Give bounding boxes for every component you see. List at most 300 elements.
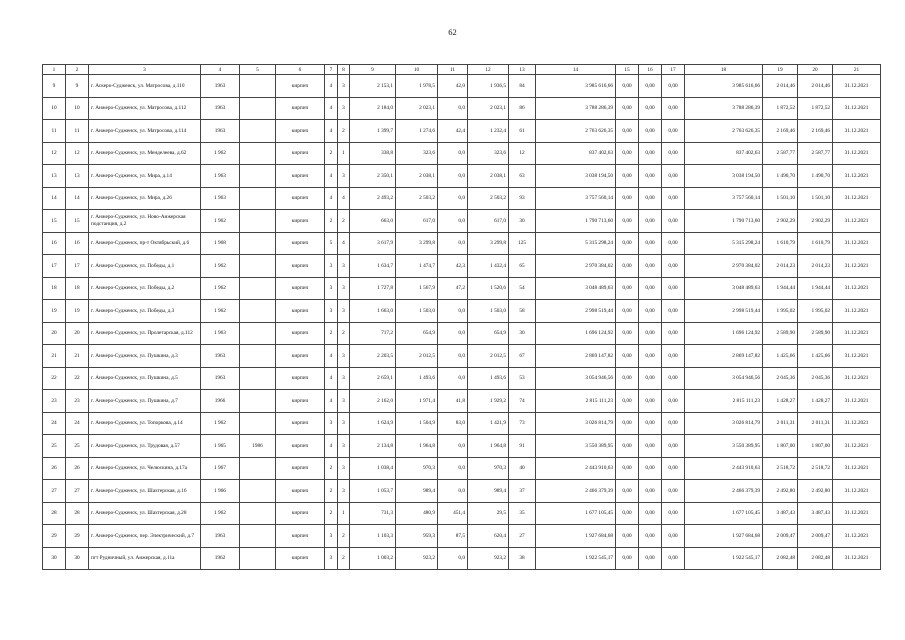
table-cell: 1962 — [201, 547, 240, 570]
table-cell: 3 — [338, 165, 350, 188]
table-cell: 0,00 — [616, 457, 639, 480]
table-cell: 0,00 — [639, 277, 662, 300]
table-cell: 2 970 384,02 — [536, 255, 616, 278]
table-cell: 2 493,2 — [350, 187, 396, 210]
table-cell: 12 — [43, 142, 66, 165]
table-cell: кирпич — [276, 255, 325, 278]
column-number: 8 — [338, 65, 350, 75]
table-cell: 837 402,63 — [685, 142, 763, 165]
table-cell: 480,9 — [396, 502, 438, 525]
table-cell: 2 587,77 — [798, 142, 833, 165]
table-cell: 4 — [325, 120, 338, 143]
address-cell: г. Анжеро-Судженск, ул. Мира, д.26 — [89, 187, 201, 210]
table-cell: 1 490,70 — [798, 165, 833, 188]
table-cell: 1 493,6 — [468, 367, 509, 390]
table-cell: 2 082,48 — [798, 547, 833, 570]
table-cell: 3 — [325, 255, 338, 278]
table-cell: 1 624,9 — [350, 412, 396, 435]
table-row — [43, 547, 881, 570]
column-number: 12 — [468, 65, 509, 75]
table-cell: 2 998 519,44 — [685, 300, 763, 323]
table-cell: 2 443 910,63 — [536, 457, 616, 480]
table-cell: 2 184,0 — [350, 97, 396, 120]
table-cell: 1 501,10 — [763, 187, 798, 210]
table-cell: 1 610,79 — [763, 232, 798, 255]
table-cell: 0,00 — [639, 480, 662, 503]
table-cell: 3 788 286,39 — [685, 97, 763, 120]
table-cell: 1 872,52 — [763, 97, 798, 120]
table-cell: 3 550 389,95 — [685, 435, 763, 458]
table-cell: 0,00 — [616, 525, 639, 548]
table-cell: 0,0 — [438, 187, 468, 210]
table-cell: 2 011,31 — [763, 412, 798, 435]
table-cell: 3 — [338, 435, 350, 458]
column-number: 7 — [325, 65, 338, 75]
table-cell: 27 — [66, 480, 89, 503]
table-cell: 338,8 — [350, 142, 396, 165]
address-cell: г. Анжеро-Судженск, ул. Ново-Анжерская подстанция, д.2 — [89, 210, 201, 233]
table-cell: 0,00 — [616, 322, 639, 345]
table-cell: 959,3 — [396, 525, 438, 548]
table-cell: 29,5 — [468, 502, 509, 525]
table-cell: 0,00 — [616, 435, 639, 458]
table-cell: 3 299,8 — [396, 232, 438, 255]
column-number: 10 — [396, 65, 438, 75]
address-cell: г. Анжеро-Судженск, ул. Шахтерская, д.28 — [89, 502, 201, 525]
address-cell: пгт Рудничный, ул. Анжерская, д.11а — [89, 547, 201, 570]
table-cell: 1 399,7 — [350, 120, 396, 143]
table-cell: 2 162,0 — [350, 390, 396, 413]
table-cell — [240, 165, 276, 188]
table-cell: 1 962 — [201, 210, 240, 233]
column-number: 13 — [509, 65, 536, 75]
table-cell: 1963 — [201, 120, 240, 143]
table-cell: 93 — [509, 187, 536, 210]
table-cell: 2 — [338, 210, 350, 233]
table-cell: кирпич — [276, 120, 325, 143]
table-cell: 1 503,0 — [468, 300, 509, 323]
table-cell: 2 038,1 — [468, 165, 509, 188]
table-cell: 1 696 124,92 — [685, 322, 763, 345]
table-cell: 2 — [325, 322, 338, 345]
table-cell: 0,00 — [662, 277, 685, 300]
table-cell: 0,0 — [438, 457, 468, 480]
table-cell: 23 — [66, 390, 89, 413]
table-cell: 25 — [43, 435, 66, 458]
table-cell: 1 965 — [201, 435, 240, 458]
table-cell: 1 995,02 — [798, 300, 833, 323]
table-cell — [240, 457, 276, 480]
table-cell: 1 962 — [201, 300, 240, 323]
column-number: 15 — [616, 65, 639, 75]
table-row — [43, 187, 881, 210]
table-cell: 3 048 489,63 — [685, 277, 763, 300]
table-cell: 1 995,02 — [763, 300, 798, 323]
table-cell — [240, 322, 276, 345]
table-cell: 29 — [43, 525, 66, 548]
table-row — [43, 322, 881, 345]
table-cell: 1 003,2 — [350, 547, 396, 570]
column-number: 20 — [798, 65, 833, 75]
table-cell: 2 589,90 — [798, 322, 833, 345]
table-cell: 73 — [509, 412, 536, 435]
column-number: 11 — [438, 65, 468, 75]
table-cell: 31.12.2021 — [833, 165, 881, 188]
table-cell: кирпич — [276, 142, 325, 165]
table-cell: 1 038,4 — [350, 457, 396, 480]
table-cell: 2 014,46 — [763, 75, 798, 98]
table-cell: 21 — [43, 345, 66, 368]
table-cell: 3 487,43 — [798, 502, 833, 525]
table-cell: 28 — [43, 502, 66, 525]
table-cell: кирпич — [276, 345, 325, 368]
table-cell: 15 — [66, 210, 89, 233]
address-cell: г. Анжеро-Судженск, ул. Пролетарская, д.112 — [89, 322, 201, 345]
table-cell: кирпич — [276, 210, 325, 233]
table-cell: 1 967 — [201, 457, 240, 480]
table-cell: 2 014,46 — [798, 75, 833, 98]
table-cell: 2 763 626,35 — [685, 120, 763, 143]
table-cell: 1 922 545,17 — [536, 547, 616, 570]
table-cell: 2 045,36 — [763, 367, 798, 390]
table-cell: 3 550 389,95 — [536, 435, 616, 458]
table-cell: 451,4 — [438, 502, 468, 525]
table-cell: 5 315 298,24 — [685, 232, 763, 255]
column-number: 6 — [276, 65, 325, 75]
table-cell: 1 103,3 — [350, 525, 396, 548]
table-cell: 1 610,79 — [798, 232, 833, 255]
table-cell: 1 790 713,60 — [536, 210, 616, 233]
table-cell: 4 — [325, 75, 338, 98]
table-cell: 1 962 — [201, 142, 240, 165]
table-row — [43, 75, 881, 98]
column-number: 9 — [350, 65, 396, 75]
table-cell: 24 — [43, 412, 66, 435]
table-cell: 2 — [325, 480, 338, 503]
table-cell — [240, 367, 276, 390]
table-cell: 0,0 — [438, 480, 468, 503]
table-cell: 2 169,46 — [798, 120, 833, 143]
table-cell: 0,00 — [662, 367, 685, 390]
table-cell: 0,00 — [616, 165, 639, 188]
table-cell — [240, 210, 276, 233]
table-cell: 3 757 560,14 — [536, 187, 616, 210]
table-cell: 0,00 — [616, 97, 639, 120]
housing-register-table — [42, 64, 881, 570]
table-cell: кирпич — [276, 412, 325, 435]
table-cell: 91 — [509, 435, 536, 458]
table-cell: кирпич — [276, 232, 325, 255]
table-cell: 923,2 — [396, 547, 438, 570]
table-row — [43, 232, 881, 255]
table-cell: 1 968 — [201, 232, 240, 255]
table-cell: 3 617,9 — [350, 232, 396, 255]
table-cell: 0,00 — [662, 345, 685, 368]
table-cell: 15 — [43, 210, 66, 233]
table-cell: 4 — [325, 390, 338, 413]
table-cell: 0,00 — [662, 547, 685, 570]
table-cell: 3 — [338, 300, 350, 323]
table-cell: 27 — [43, 480, 66, 503]
table-cell: 0,00 — [616, 412, 639, 435]
column-number: 14 — [536, 65, 616, 75]
page-number: 62 — [448, 27, 457, 37]
table-cell: 26 — [66, 457, 89, 480]
table-cell: 1 501,10 — [798, 187, 833, 210]
table-cell: 0,0 — [438, 435, 468, 458]
table-cell: 0,0 — [438, 97, 468, 120]
table-cell — [240, 502, 276, 525]
table-cell: 41,8 — [438, 390, 468, 413]
table-cell: 323,6 — [468, 142, 509, 165]
table-cell: 30 — [43, 547, 66, 570]
address-cell: г. Анжеро-Судженск, пер. Электрический, д.7 — [89, 525, 201, 548]
table-cell: 37 — [509, 480, 536, 503]
table-cell: 0,0 — [438, 547, 468, 570]
table-cell: 1 962 — [201, 502, 240, 525]
table-cell: 2 503,2 — [396, 187, 438, 210]
table-cell: 3 985 616,66 — [685, 75, 763, 98]
table-cell: 0,00 — [662, 480, 685, 503]
table-cell: кирпич — [276, 390, 325, 413]
table-cell — [240, 345, 276, 368]
table-cell: 31.12.2021 — [833, 255, 881, 278]
table-cell: 0,00 — [662, 210, 685, 233]
table-cell: 1 425,66 — [763, 345, 798, 368]
table-cell: 0,00 — [639, 367, 662, 390]
table-row — [43, 210, 881, 233]
table-cell: 1 520,6 — [468, 277, 509, 300]
table-cell: 16 — [43, 232, 66, 255]
table-cell: 1 567,9 — [396, 277, 438, 300]
table-cell: 31.12.2021 — [833, 142, 881, 165]
table-cell: 1 432,4 — [468, 255, 509, 278]
table-cell: 0,00 — [616, 345, 639, 368]
table-cell — [240, 277, 276, 300]
table-cell: 1 425,66 — [798, 345, 833, 368]
table-cell: 31.12.2021 — [833, 480, 881, 503]
table-cell: кирпич — [276, 187, 325, 210]
table-row — [43, 457, 881, 480]
table-cell: 3 — [338, 480, 350, 503]
table-cell: 0,00 — [639, 502, 662, 525]
table-cell: кирпич — [276, 277, 325, 300]
table-cell: 1 962 — [201, 277, 240, 300]
table-row — [43, 345, 881, 368]
table-cell: 2 503,2 — [468, 187, 509, 210]
table-cell: 2 815 111,23 — [536, 390, 616, 413]
table-cell: 31.12.2021 — [833, 187, 881, 210]
table-cell: 0,00 — [616, 75, 639, 98]
table-cell: 0,00 — [639, 345, 662, 368]
table-cell: 63 — [509, 165, 536, 188]
table-cell: 0,00 — [639, 165, 662, 188]
table-cell: 0,00 — [639, 97, 662, 120]
table-cell: 58 — [509, 300, 536, 323]
table-cell: 20 — [66, 322, 89, 345]
table-cell — [240, 547, 276, 570]
table-cell: 31.12.2021 — [833, 457, 881, 480]
table-cell: 2 659,1 — [350, 367, 396, 390]
table-cell: 2 153,1 — [350, 75, 396, 98]
table-cell: 0,00 — [616, 187, 639, 210]
table-cell: 21 — [66, 345, 89, 368]
address-cell: г. Анжеро-Судженск, ул. Пушкина, д.3 — [89, 345, 201, 368]
table-cell: 22 — [66, 367, 89, 390]
table-row — [43, 277, 881, 300]
table-cell: 2 014,23 — [798, 255, 833, 278]
table-cell: 654,9 — [396, 322, 438, 345]
table-cell: 30 — [509, 210, 536, 233]
table-cell: кирпич — [276, 300, 325, 323]
table-cell: 30 — [66, 547, 89, 570]
table-cell: 11 — [43, 120, 66, 143]
table-cell: 1 872,52 — [798, 97, 833, 120]
table-cell: 0,00 — [616, 232, 639, 255]
table-cell: 2 902,29 — [798, 210, 833, 233]
table-cell: 31.12.2021 — [833, 435, 881, 458]
table-cell: 0,00 — [639, 255, 662, 278]
table-cell: 1 677 105,45 — [536, 502, 616, 525]
table-cell: 0,0 — [438, 300, 468, 323]
table-cell: 83,0 — [438, 412, 468, 435]
table-cell: 22 — [43, 367, 66, 390]
column-number: 17 — [662, 65, 685, 75]
table-cell: 0,0 — [438, 367, 468, 390]
table-cell: 10 — [66, 97, 89, 120]
table-cell: 31.12.2021 — [833, 367, 881, 390]
table-cell: 31.12.2021 — [833, 277, 881, 300]
address-cell: г. Анжеро-Судженск, ул. Победы, д.3 — [89, 300, 201, 323]
table-cell: 2 038,1 — [396, 165, 438, 188]
table-cell: 42,4 — [438, 120, 468, 143]
table-cell: кирпич — [276, 435, 325, 458]
table-cell: 2 134,8 — [350, 435, 396, 458]
table-cell: 31.12.2021 — [833, 525, 881, 548]
table-cell: 2 009,47 — [798, 525, 833, 548]
table-cell: 0,00 — [616, 300, 639, 323]
table-cell: 20 — [43, 322, 66, 345]
table-cell: 17 — [66, 255, 89, 278]
column-number: 2 — [66, 65, 89, 75]
table-cell: 9 — [66, 75, 89, 98]
table-cell: 54 — [509, 277, 536, 300]
table-cell: 0,00 — [616, 480, 639, 503]
table-cell: 2 — [338, 322, 350, 345]
table-cell: 3 038 194,50 — [536, 165, 616, 188]
table-cell: 5 315 298,24 — [536, 232, 616, 255]
address-cell: г. Анжеро-Судженск, ул. Топоркова, д.14 — [89, 412, 201, 435]
table-cell: 2 — [338, 547, 350, 570]
table-cell: 0,00 — [662, 525, 685, 548]
table-cell: кирпич — [276, 525, 325, 548]
table-cell: 24 — [66, 412, 89, 435]
table-cell: 53 — [509, 367, 536, 390]
table-cell: 84 — [509, 75, 536, 98]
table-cell: 2 012,5 — [396, 345, 438, 368]
table-cell: 1 274,6 — [396, 120, 438, 143]
table-cell: 0,00 — [616, 277, 639, 300]
table-row — [43, 300, 881, 323]
table-cell: 1 790 713,60 — [685, 210, 763, 233]
table-cell: 16 — [66, 232, 89, 255]
table-cell: 0,00 — [639, 525, 662, 548]
table-cell: 0,0 — [438, 142, 468, 165]
table-cell: 4 — [338, 232, 350, 255]
table-cell: 17 — [43, 255, 66, 278]
table-cell: 1 503,0 — [396, 300, 438, 323]
table-cell: 3 026 814,79 — [685, 412, 763, 435]
table-cell: 0,00 — [639, 547, 662, 570]
table-cell: 0,0 — [438, 232, 468, 255]
table-cell: 0,00 — [639, 232, 662, 255]
table-cell: 26 — [43, 457, 66, 480]
address-cell: г. Анжеро-Судженск, ул. Трудовая, д.57 — [89, 435, 201, 458]
table-cell: 27 — [509, 525, 536, 548]
table-cell: 2 589,90 — [763, 322, 798, 345]
column-number: 19 — [763, 65, 798, 75]
table-cell: 2 466 379,39 — [536, 480, 616, 503]
address-cell: г. Анжеро-Судженск, ул. Победы, д.2 — [89, 277, 201, 300]
table-row — [43, 367, 881, 390]
table-cell: 1 964,8 — [396, 435, 438, 458]
table-cell: 2 082,48 — [763, 547, 798, 570]
table-cell: 0,00 — [639, 435, 662, 458]
table-cell: 31.12.2021 — [833, 412, 881, 435]
table-cell: 1986 — [240, 435, 276, 458]
table-cell: 0,00 — [662, 97, 685, 120]
table-cell: 9 — [43, 75, 66, 98]
address-cell: г. Анжеро-Судженск, ул. Челюскина, д.17а — [89, 457, 201, 480]
table-cell: 4 — [325, 187, 338, 210]
table-cell: 31.12.2021 — [833, 345, 881, 368]
table-row — [43, 255, 881, 278]
table-cell: 2 023,1 — [468, 97, 509, 120]
table-cell: 28 — [66, 502, 89, 525]
table-cell: 3 — [338, 255, 350, 278]
table-cell: 2 011,31 — [798, 412, 833, 435]
table-cell: 1 807,00 — [763, 435, 798, 458]
table-cell: 2 — [325, 502, 338, 525]
column-number: 3 — [89, 65, 201, 75]
address-cell: г. Анжеро-Судженск, ул. Менделеева, д.62 — [89, 142, 201, 165]
table-cell: 14 — [43, 187, 66, 210]
table-cell: 0,00 — [616, 367, 639, 390]
table-cell: 989,4 — [468, 480, 509, 503]
column-number: 4 — [201, 65, 240, 75]
table-cell: 0,00 — [639, 322, 662, 345]
table-cell: 0,0 — [438, 322, 468, 345]
address-cell: г. Анжеро-Судженск, ул. Матросова, д.112 — [89, 97, 201, 120]
table-cell: 2 169,46 — [763, 120, 798, 143]
table-cell — [240, 480, 276, 503]
table-row — [43, 502, 881, 525]
table-cell: 1 428,27 — [798, 390, 833, 413]
table-cell: кирпич — [276, 547, 325, 570]
table-cell: 10 — [43, 97, 66, 120]
address-cell: г. Анжеро-Судженск, ул. Мира, д.14 — [89, 165, 201, 188]
table-cell: 0,00 — [639, 210, 662, 233]
table-cell: 2 492,80 — [798, 480, 833, 503]
table-cell — [240, 525, 276, 548]
table-cell: 2 — [325, 142, 338, 165]
table-cell: 14 — [66, 187, 89, 210]
table-cell: 2 492,80 — [763, 480, 798, 503]
table-cell: 3 — [338, 97, 350, 120]
table-cell: 31.12.2021 — [833, 502, 881, 525]
table-cell: 35 — [509, 502, 536, 525]
table-cell: 0,00 — [662, 187, 685, 210]
